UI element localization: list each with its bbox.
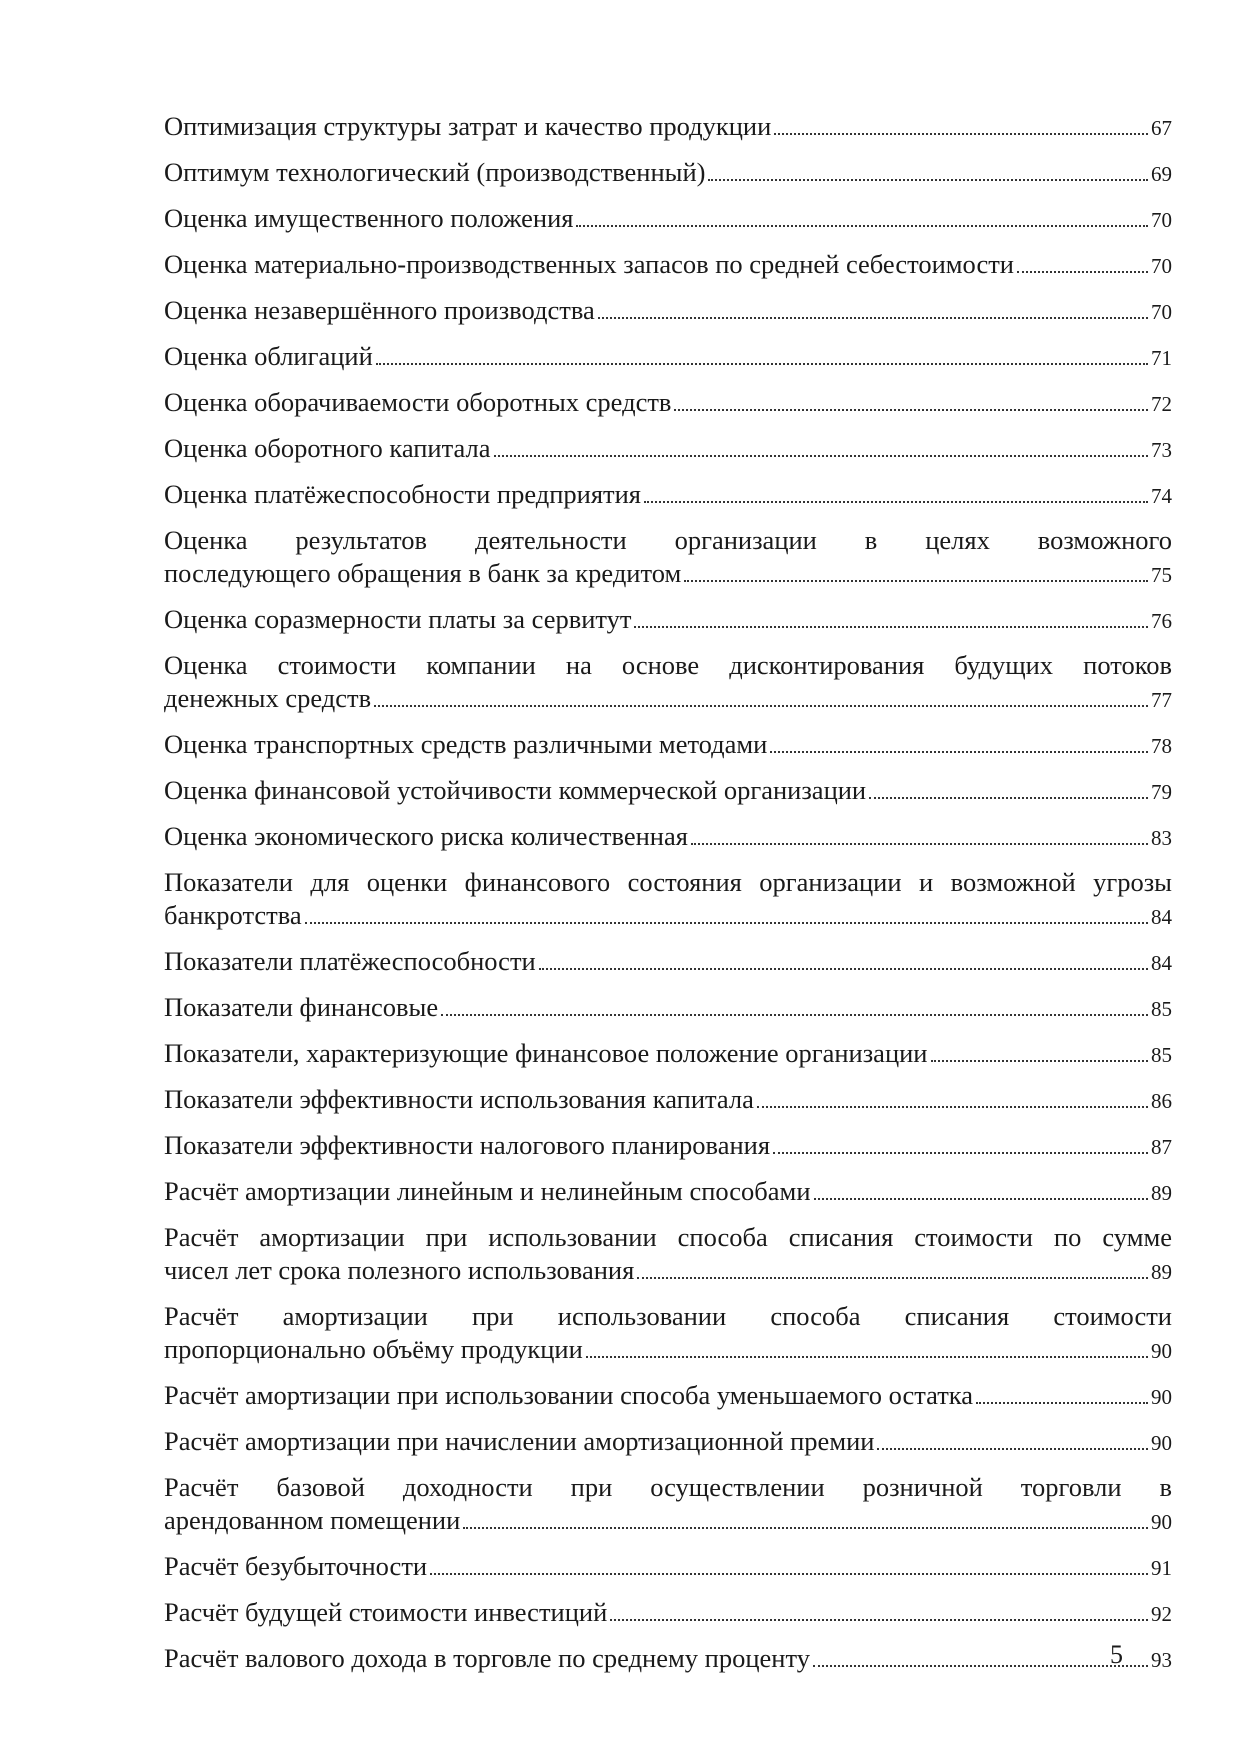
dot-leader [644, 501, 1148, 503]
toc-entry-title: Показатели эффективности использования капитала [164, 1084, 754, 1114]
toc-entry-page: 67 [1151, 116, 1172, 140]
toc-entry[interactable] [164, 1129, 1172, 1164]
dot-leader [684, 580, 1148, 582]
dot-leader [374, 705, 1148, 707]
table-of-contents [164, 110, 1172, 1688]
toc-entry-page: 89 [1151, 1260, 1172, 1284]
toc-entry-page: 77 [1151, 688, 1172, 712]
toc-entry-page: 92 [1151, 1602, 1172, 1626]
toc-entry[interactable] [164, 1642, 1172, 1677]
toc-entry-title: Оценка соразмерности платы за сервитут [164, 604, 632, 634]
toc-entry[interactable] [164, 1221, 1172, 1289]
toc-entry-title-line: Расчёт базовой доходности при осуществлении розничной торговли в [164, 1472, 1172, 1502]
toc-entry[interactable] [164, 649, 1172, 717]
toc-entry[interactable] [164, 294, 1172, 329]
toc-entry-page: 74 [1151, 484, 1172, 508]
toc-entry[interactable] [164, 1379, 1172, 1414]
toc-entry[interactable] [164, 1596, 1172, 1631]
toc-entry-title: Расчёт амортизации при начислении амортизационной премии [164, 1426, 875, 1456]
dot-leader [634, 626, 1148, 628]
toc-entry-page: 90 [1151, 1510, 1172, 1534]
toc-entry-page: 71 [1151, 346, 1172, 370]
toc-entry[interactable] [164, 866, 1172, 934]
toc-entry-title: Показатели, характеризующие финансовое положение организации [164, 1038, 928, 1068]
dot-leader [610, 1619, 1148, 1621]
toc-entry-page: 70 [1151, 254, 1172, 278]
toc-entry-title: Оценка незавершённого производства [164, 295, 595, 325]
toc-entry[interactable] [164, 432, 1172, 467]
dot-leader [691, 843, 1148, 845]
toc-entry-title: Оценка имущественного положения [164, 203, 574, 233]
dot-leader [976, 1402, 1148, 1404]
toc-entry-title-line: денежных средств [164, 683, 372, 713]
toc-entry-title-line: Оценка стоимости компании на основе дисконтирования будущих потоков [164, 650, 1172, 680]
toc-entry-page: 70 [1151, 208, 1172, 232]
toc-entry-title-line: арендованном помещении [164, 1505, 461, 1535]
toc-entry-page: 84 [1151, 905, 1172, 929]
toc-entry[interactable] [164, 945, 1172, 980]
toc-entry[interactable] [164, 386, 1172, 421]
toc-entry-last-line [164, 1254, 1172, 1289]
toc-entry[interactable] [164, 603, 1172, 638]
toc-entry-title: Расчёт амортизации при использовании способа уменьшаемого остатка [164, 1380, 974, 1410]
toc-entry-title: Расчёт безубыточности [164, 1551, 428, 1581]
toc-entry-page: 72 [1151, 392, 1172, 416]
toc-entry-page: 85 [1151, 1043, 1172, 1067]
toc-entry-page: 73 [1151, 438, 1172, 462]
toc-entry-title: Оценка материально-производственных запасов по средней себестоимости [164, 249, 1014, 279]
toc-entry-page: 84 [1151, 951, 1172, 975]
dot-leader [586, 1356, 1148, 1358]
toc-entry[interactable] [164, 728, 1172, 763]
toc-entry[interactable] [164, 991, 1172, 1026]
toc-entry-title: Расчёт валового дохода в торговле по среднему проценту [164, 1643, 810, 1673]
toc-entry-last-line [164, 557, 1172, 592]
toc-entry-title: Показатели финансовые [164, 992, 439, 1022]
toc-entry[interactable] [164, 1550, 1172, 1585]
page-number: 5 [1110, 1640, 1123, 1669]
toc-entry-title: Оценка транспортных средств различными методами [164, 729, 768, 759]
dot-leader [813, 1665, 1148, 1667]
dot-leader [539, 968, 1148, 970]
toc-entry[interactable] [164, 1175, 1172, 1210]
toc-entry-title: Оценка финансовой устойчивости коммерческой организации [164, 775, 867, 805]
toc-entry-page: 76 [1151, 609, 1172, 633]
toc-entry-last-line [164, 1333, 1172, 1368]
toc-entry-page: 89 [1151, 1181, 1172, 1205]
dot-leader [757, 1106, 1148, 1108]
toc-entry-page: 90 [1151, 1339, 1172, 1363]
dot-leader [773, 1152, 1148, 1154]
toc-entry-last-line [164, 1504, 1172, 1539]
toc-entry[interactable] [164, 478, 1172, 513]
toc-entry[interactable] [164, 1083, 1172, 1118]
toc-entry[interactable] [164, 202, 1172, 237]
toc-entry-page: 79 [1151, 780, 1172, 804]
toc-entry-page: 78 [1151, 734, 1172, 758]
toc-entry-page: 90 [1151, 1385, 1172, 1409]
toc-entry-title-line: пропорционально объёму продукции [164, 1334, 583, 1364]
toc-entry-title: Расчёт амортизации линейным и нелинейным способами [164, 1176, 811, 1206]
dot-leader [774, 133, 1148, 135]
toc-entry-page: 83 [1151, 826, 1172, 850]
dot-leader [814, 1198, 1148, 1200]
toc-entry-title: Показатели платёжеспособности [164, 946, 536, 976]
dot-leader [869, 797, 1148, 799]
toc-entry-last-line [164, 682, 1172, 717]
toc-entry[interactable] [164, 1471, 1172, 1539]
dot-leader [576, 225, 1148, 227]
toc-entry-page: 91 [1151, 1556, 1172, 1580]
dot-leader [463, 1527, 1148, 1529]
toc-entry-title-line: Оценка результатов деятельности организации в целях возможного [164, 525, 1172, 555]
dot-leader [441, 1014, 1148, 1016]
toc-entry[interactable] [164, 1037, 1172, 1072]
toc-entry[interactable] [164, 774, 1172, 809]
toc-entry[interactable] [164, 110, 1172, 145]
toc-entry[interactable] [164, 248, 1172, 283]
toc-entry-title: Расчёт будущей стоимости инвестиций [164, 1597, 608, 1627]
dot-leader [931, 1060, 1149, 1062]
dot-leader [877, 1448, 1148, 1450]
toc-entry[interactable] [164, 820, 1172, 855]
toc-entry-title: Показатели эффективности налогового планирования [164, 1130, 771, 1160]
toc-entry[interactable] [164, 156, 1172, 191]
toc-entry[interactable] [164, 1300, 1172, 1368]
toc-entry-page: 85 [1151, 997, 1172, 1021]
dot-leader [1017, 271, 1148, 273]
toc-entry-title: Оценка облигаций [164, 341, 373, 371]
dot-leader [598, 317, 1148, 319]
toc-entry-page: 86 [1151, 1089, 1172, 1113]
toc-entry-title: Оптимизация структуры затрат и качество продукции [164, 111, 772, 141]
dot-leader [494, 455, 1149, 457]
dot-leader [376, 363, 1148, 365]
toc-entry-title-line: банкротства [164, 900, 302, 930]
toc-entry-title: Оптимум технологический (производственный) [164, 157, 706, 187]
dot-leader [430, 1573, 1148, 1575]
dot-leader [637, 1277, 1148, 1279]
toc-entry-title: Оценка оборачиваемости оборотных средств [164, 387, 672, 417]
toc-entry-title-line: Расчёт амортизации при использовании способа списания стоимости [164, 1301, 1172, 1331]
toc-entry-page: 93 [1151, 1648, 1172, 1672]
toc-entry-title: Оценка экономического риска количественная [164, 821, 688, 851]
dot-leader [674, 409, 1148, 411]
dot-leader [305, 922, 1148, 924]
toc-entry[interactable] [164, 524, 1172, 592]
toc-entry-title-line: Расчёт амортизации при использовании способа списания стоимости по сумме [164, 1222, 1172, 1252]
toc-entry-page: 75 [1151, 563, 1172, 587]
toc-entry-page: 87 [1151, 1135, 1172, 1159]
toc-entry-title-line: последующего обращения в банк за кредитом [164, 558, 682, 588]
toc-entry[interactable] [164, 1425, 1172, 1460]
toc-entry-page: 69 [1151, 162, 1172, 186]
toc-entry-title-line: Показатели для оценки финансового состояния организации и возможной угрозы [164, 867, 1172, 897]
toc-entry-last-line [164, 899, 1172, 934]
dot-leader [770, 751, 1148, 753]
dot-leader [708, 179, 1148, 181]
toc-entry-title-line: чисел лет срока полезного использования [164, 1255, 635, 1285]
toc-entry-title: Оценка оборотного капитала [164, 433, 491, 463]
toc-entry-page: 90 [1151, 1431, 1172, 1455]
toc-entry[interactable] [164, 340, 1172, 375]
toc-entry-title: Оценка платёжеспособности предприятия [164, 479, 641, 509]
toc-entry-page: 70 [1151, 300, 1172, 324]
